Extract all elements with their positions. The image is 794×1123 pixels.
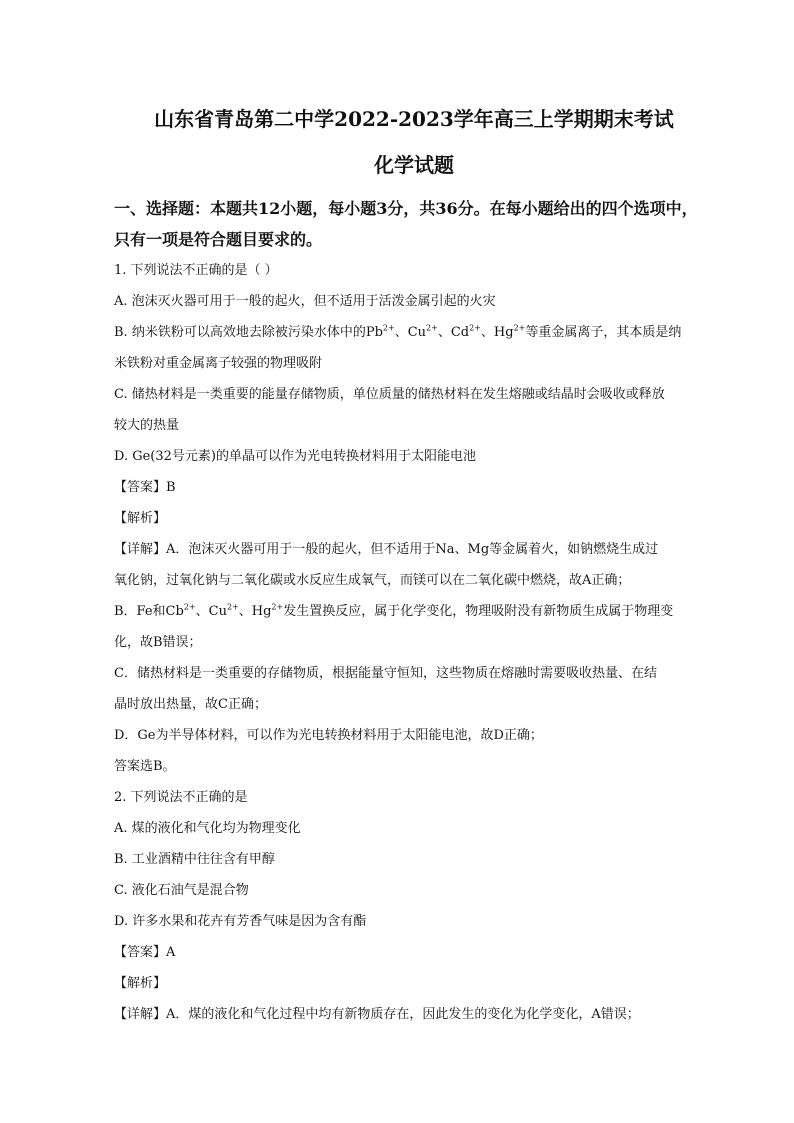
pb-charge: 2+: [382, 323, 395, 333]
document-title: 山东省青岛第二中学2022-2023学年高三上学期期末考试: [154, 107, 674, 131]
hg-charge: 2+: [271, 602, 284, 612]
question-1: [114, 255, 714, 782]
question-1-answer: 【答案】B: [114, 480, 176, 495]
question-1-stem: 1. 下列说法不正确的是（ ）: [114, 263, 278, 278]
question-1-detail-a-cont: 氧化钠，过氧化钠与二氧化碳或水反应生成氧气，而镁可以在二氧化碳中燃烧，故A正确；: [114, 573, 631, 588]
question-1-option-c: C. 储热材料是一类重要的能量存储物质，单位质量的储热材料在发生熔融或结晶时会吸收或释放: [114, 387, 665, 402]
question-1-detail-b-cont: 化，故B错误；: [114, 635, 202, 650]
question-1-detail-d: D．Ge为半导体材料，可以作为光电转换材料用于太阳能电池，故D正确；: [114, 728, 543, 743]
cb-charge: 2+: [183, 602, 196, 612]
option-b-text-2: 等重金属离子，其本质是纳: [525, 325, 682, 340]
question-1-option-b: [114, 317, 714, 348]
cu-charge: 2+: [226, 602, 239, 612]
question-1-detail-c: C．储热材料是一类重要的存储物质，根据能量守恒知，这些物质在熔融时需要吸收热量、在结: [114, 666, 657, 681]
option-b-sep-3: 、Hg: [480, 325, 514, 340]
question-1-option-a: A. 泡沫灭火器可用于一般的起火，但不适用于活泼金属引起的火灾: [114, 294, 496, 309]
question-2-answer: 【答案】A: [114, 945, 176, 960]
question-1-option-c-cont: 较大的热量: [114, 418, 180, 433]
question-1-option-d: D. Ge(32号元素)的单晶可以作为光电转换材料用于太阳能电池: [114, 449, 476, 464]
question-2-stem: 2. 下列说法不正确的是: [114, 790, 248, 805]
question-2-option-a: A. 煤的液化和气化均为物理变化: [114, 821, 301, 836]
question-1-analysis-label: 【解析】: [114, 511, 167, 526]
detail-b-text-2: 发生置换反应，属于化学变化，物理吸附没有新物质生成属于物理变: [283, 604, 674, 619]
question-2-analysis-label: 【解析】: [114, 976, 167, 991]
question-1-detail-c-cont: 晶时放出热量，故C正确；: [114, 697, 267, 712]
question-1-option-b-cont: 米铁粉对重金属离子较强的物理吸附: [114, 356, 323, 371]
question-2-option-c: C. 液化石油气是混合物: [114, 883, 249, 898]
document-subtitle: 化学试题: [374, 153, 454, 177]
question-2-option-d: D. 许多水果和花卉有芳香气味是因为含有酯: [114, 914, 367, 929]
question-1-detail-a: 【详解】A．泡沫灭火器可用于一般的起火，但不适用于Na、Mg等金属着火，如钠燃烧生成过: [114, 542, 659, 557]
question-2-detail-a: 【详解】A．煤的液化和气化过程中均有新物质存在，因此发生的变化为化学变化，A错误；: [114, 1007, 640, 1022]
detail-b-text-1: B．Fe和Cb: [114, 604, 184, 619]
section-heading-line-1: 一、选择题：本题共12小题，每小题3分，共36分。在每小题给出的四个选项中，: [114, 199, 698, 218]
detail-b-sep-1: 、Cu: [195, 604, 227, 619]
question-2-option-b: B. 工业酒精中往往含有甲醇: [114, 852, 275, 867]
detail-b-sep-2: 、Hg: [238, 604, 272, 619]
question-2: [114, 782, 714, 1030]
question-1-conclusion: 答案选B。: [114, 759, 176, 774]
hg-charge: 2+: [513, 323, 526, 333]
option-b-sep-1: 、Cu: [394, 325, 427, 340]
cu-charge: 2+: [426, 323, 438, 333]
option-b-sep-2: 、Cd: [437, 325, 470, 340]
cd-charge: 2+: [469, 323, 481, 333]
section-heading-line-2: 只有一项是符合题目要求的。: [114, 230, 323, 249]
question-1-detail-b: [114, 596, 714, 627]
section-heading: [114, 193, 714, 255]
option-b-text-1: B. 纳米铁粉可以高效地去除被污染水体中的Pb: [114, 325, 383, 340]
